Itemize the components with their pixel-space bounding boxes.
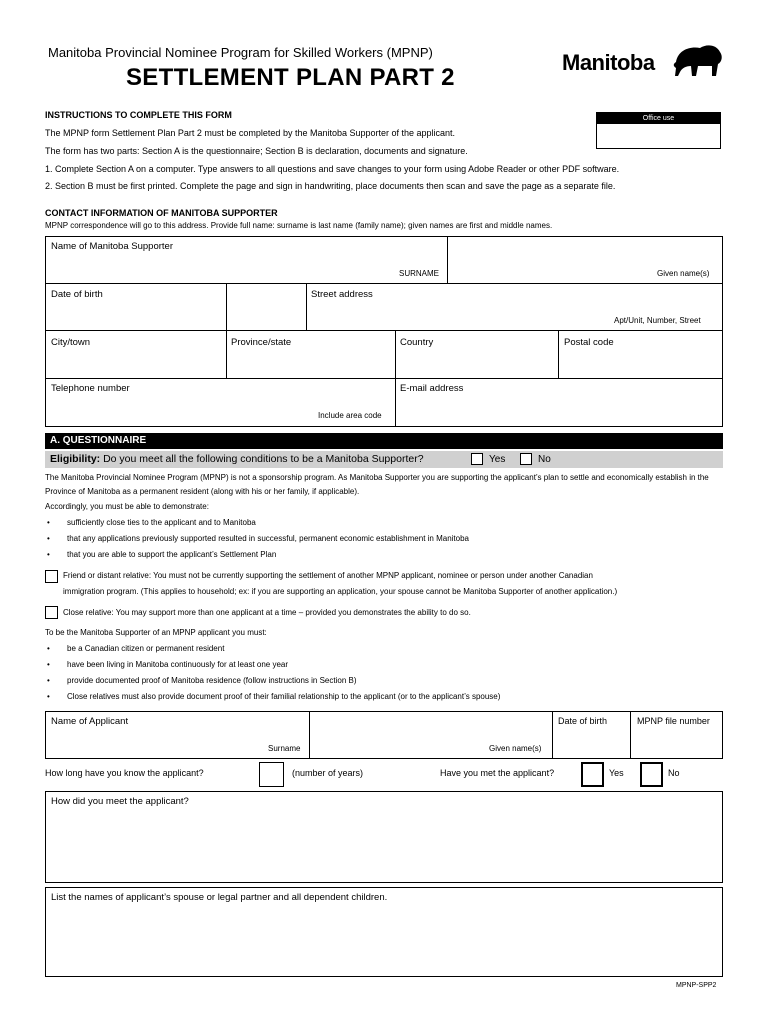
country-label: Country: [400, 337, 434, 348]
applicant-surname-hint: Surname: [268, 744, 301, 753]
applicant-dob-field[interactable]: [554, 730, 628, 757]
surname-hint: SURNAME: [399, 269, 440, 278]
eligibility-no-checkbox[interactable]: [520, 453, 532, 465]
eligibility-question: Do you meet all the following conditions to be a Manitoba Supporter?: [103, 453, 424, 465]
given-hint: Given name(s): [657, 269, 710, 278]
supporter-name-label: Name of Manitoba Supporter: [51, 241, 173, 252]
postal-field[interactable]: [560, 332, 721, 376]
eligibility-no-label: No: [538, 454, 551, 465]
applicant-surname-field[interactable]: [47, 713, 307, 757]
section-a-bar: [45, 433, 723, 449]
how-met-textarea[interactable]: [45, 791, 723, 883]
years-hint: (number of years): [292, 768, 364, 778]
eligibility-row: [45, 451, 723, 468]
street-label: Street address: [311, 289, 373, 300]
given-name-field[interactable]: [449, 238, 721, 282]
how-long-label: How long have you know the applicant?: [45, 768, 204, 778]
applicant-dob-label: Date of birth: [558, 716, 608, 726]
bison-icon: [672, 42, 724, 78]
phone-field[interactable]: [47, 380, 393, 425]
demonstrate-bullet: • that any applications previously supported resulted in successful, permanent economic establishment in Manitoba: [67, 534, 469, 543]
met-no-label: No: [668, 768, 680, 778]
logo-wordmark: Manitoba: [562, 50, 655, 75]
postal-label: Postal code: [564, 337, 614, 348]
form-code: MPNP-SPP2: [676, 982, 717, 989]
contact-subtext: MPNP correspondence will go to this address. Provide full name: surname is last name (family name); given names are first and middle names.: [45, 221, 553, 230]
office-use-box: [596, 112, 721, 149]
province-label: Province/state: [231, 337, 292, 348]
close-relative-text: Close relative: You may support more than one applicant at a time – provided you demonstrates the ability to do so.: [63, 608, 471, 617]
close-relative-checkbox[interactable]: [45, 606, 58, 619]
mpnp-paragraph: The Manitoba Provincial Nominee Program (MPNP) is not a sponsorship program. As Manitoba Supporter you are supporting the applicant’s plan to settle and economically establish in the Province of Manitoba as a permanent resident (along with his or her family, if applicable).: [45, 473, 709, 496]
country-field[interactable]: [397, 332, 556, 376]
instruction-line: The MPNP form Settlement Plan Part 2 must be completed by the Manitoba Supporter of the applicant.: [45, 128, 456, 138]
eligibility-yes-label: Yes: [489, 454, 506, 465]
requirement-bullet: • have been living in Manitoba continuously for at least one year: [67, 660, 288, 669]
province-field[interactable]: [228, 332, 393, 376]
friend-relative-text: Friend or distant relative: You must not be currently supporting the settlement of another MPNP applicant, nominee or person under another Canadian: [63, 571, 593, 580]
friend-relative-text-2: immigration program. (This applies to household; ex: if you are supporting an application, your spouse cannot be Manitoba Supporter of another application.): [63, 587, 618, 596]
supporter-name-field[interactable]: [51, 241, 441, 279]
section-a-title: A. QUESTIONNAIRE: [50, 435, 147, 446]
phone-label: Telephone number: [51, 383, 130, 394]
contact-heading: CONTACT INFORMATION OF MANITOBA SUPPORTER: [45, 208, 278, 218]
phone-hint: Include area code: [318, 411, 382, 420]
eligibility-yes-checkbox[interactable]: [471, 453, 483, 465]
requirement-bullet: • provide documented proof of Manitoba residence (follow instructions in Section B): [67, 676, 357, 685]
family-list-label: List the names of applicant’s spouse or legal partner and all dependent children.: [51, 892, 388, 903]
instructions-heading: INSTRUCTIONS TO COMPLETE THIS FORM: [45, 110, 232, 120]
manitoba-logo: [562, 42, 724, 82]
instruction-line: The form has two parts: Section A is the questionnaire; Section B is declaration, documents and signature.: [45, 146, 468, 156]
met-label: Have you met the applicant?: [440, 768, 555, 778]
program-name: Manitoba Provincial Nominee Program for Skilled Workers (MPNP): [48, 45, 433, 60]
applicant-given-field[interactable]: [311, 713, 550, 757]
page-title: SETTLEMENT PLAN PART 2: [126, 64, 455, 91]
city-label: City/town: [51, 337, 91, 348]
met-yes-label: Yes: [609, 768, 624, 778]
file-number-label: MPNP file number: [637, 716, 710, 726]
demonstrate-bullet: • that you are able to support the applicant’s Settlement Plan: [67, 550, 276, 559]
street-hint: Apt/Unit, Number, Street: [614, 316, 701, 325]
dob-field[interactable]: [228, 285, 304, 329]
friend-relative-checkbox[interactable]: [45, 570, 58, 583]
met-yes-checkbox[interactable]: [581, 762, 604, 787]
requirement-bullet: • be a Canadian citizen or permanent resident: [67, 644, 224, 653]
family-list-textarea[interactable]: [45, 887, 723, 977]
city-field[interactable]: [47, 332, 224, 376]
applicant-given-hint: Given name(s): [489, 744, 542, 753]
requirement-bullet: • Close relatives must also provide document proof of their familial relationship to the applicant (or to the applicant’s spouse): [67, 692, 500, 701]
years-input[interactable]: [259, 762, 284, 787]
file-number-field[interactable]: [632, 730, 721, 757]
office-use-label: Office use: [597, 113, 720, 124]
must-text: To be the Manitoba Supporter of an MPNP applicant you must:: [45, 628, 267, 637]
street-field[interactable]: [308, 285, 720, 329]
email-field[interactable]: [397, 380, 721, 425]
accordingly-text: Accordingly, you must be able to demonstrate:: [45, 502, 209, 511]
instruction-line: 2. Section B must be first printed. Complete the page and sign in handwriting, place documents then scan and save the page as a separate file.: [45, 181, 616, 191]
instruction-line: 1. Complete Section A on a computer. Type answers to all questions and save changes to your form using Adobe Reader or other PDF software.: [45, 164, 620, 174]
applicant-name-label: Name of Applicant: [51, 716, 129, 727]
email-label: E-mail address: [400, 383, 464, 394]
met-no-checkbox[interactable]: [640, 762, 663, 787]
how-met-label: How did you meet the applicant?: [51, 796, 189, 807]
demonstrate-bullet: • sufficiently close ties to the applicant and to Manitoba: [67, 518, 256, 527]
eligibility-label: Eligibility:: [50, 453, 101, 465]
dob-label: Date of birth: [51, 289, 103, 300]
